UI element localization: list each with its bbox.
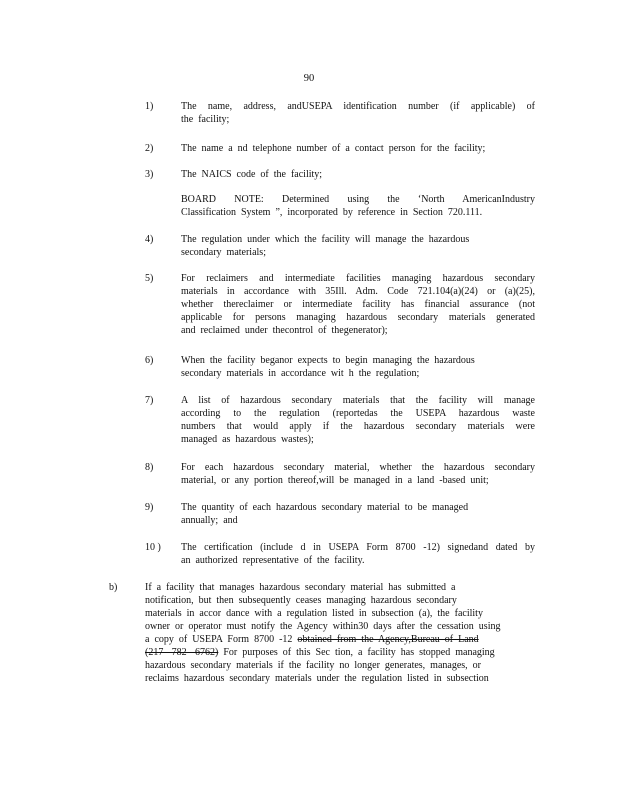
text-line: A list of hazardous secondary materials that the facility will manage [181, 395, 535, 406]
text-line: notification, but then subsequently ceases managing hazardous secondary [145, 595, 457, 606]
struck-text: (217 -782 -6762) [145, 647, 219, 658]
item-text-3 [181, 168, 535, 181]
text-segment: a copy of USEPA Form 8700 -12 [145, 634, 298, 645]
text-line: The NAICS code of the facility; [181, 169, 323, 180]
text-line: applicable for persons managing hazardous secondary materials generated [181, 312, 535, 323]
item-number-9: 9) [145, 502, 154, 513]
text-line: secondary materials; [181, 247, 266, 258]
text-line: annually; and [181, 515, 238, 526]
item-number-5: 5) [145, 273, 154, 284]
text-line: materials in accor dance with a regulation listed in subsection (a), the facility [145, 608, 483, 619]
item-number-3: 3) [145, 169, 154, 180]
subsection-letter-b: b) [109, 582, 118, 593]
item-text-4 [181, 233, 535, 259]
text-line: secondary materials in accordance wit h the regulation; [181, 368, 420, 379]
struck-text: obtained from the Agency,Bureau of Land [297, 634, 479, 645]
item-text-8 [181, 461, 535, 487]
item-text-7 [181, 394, 535, 446]
text-line [145, 646, 535, 659]
text-line: numbers that would apply if the hazardous secondary materials were [181, 421, 535, 432]
text-line: an authorized representative of the facility. [181, 555, 365, 566]
item-number-6: 6) [145, 355, 154, 366]
text-line: the facility; [181, 114, 230, 125]
text-line: The regulation under which the facility will manage the hazardous [181, 234, 470, 245]
text-line: The quantity of each hazardous secondary material to be managed [181, 502, 469, 513]
item-number-2: 2) [145, 143, 154, 154]
text-line: reclaims hazardous secondary materials under the regulation listed in subsection [145, 673, 489, 684]
item-text-5 [181, 272, 535, 337]
text-line: and reclaimed under thecontrol of thegenerator); [181, 325, 388, 336]
item-text-6 [181, 354, 535, 380]
text-line: materials in accordance with 35Ill. Adm. Code 721.104(a)(24) or (a)(25), [181, 286, 535, 297]
item-number-8: 8) [145, 462, 154, 473]
text-line: owner or operator must notify the Agency within30 days after the cessation using [145, 621, 501, 632]
text-line: managed as hazardous wastes); [181, 434, 314, 445]
subsection-b-text [145, 581, 535, 685]
text-line: The name a nd telephone number of a contact person for the facility; [181, 143, 486, 154]
text-line: according to the regulation (reportedas the USEPA hazardous waste [181, 408, 535, 419]
page-number: 90 [303, 73, 315, 84]
board-note [181, 193, 535, 219]
item-number-7: 7) [145, 395, 154, 406]
item-text-9 [181, 501, 535, 527]
text-line: When the facility beganor expects to begin managing the hazardous [181, 355, 475, 366]
text-line: material, or any portion thereof,will be managed in a land -based unit; [181, 475, 489, 486]
item-text-2 [181, 142, 535, 155]
text-segment: For purposes of this Sec tion, a facility has stopped managing [218, 647, 495, 658]
text-line: The certification (include d in USEPA Form 8700 -12) signedand dated by [181, 542, 535, 553]
item-number-4: 4) [145, 234, 154, 245]
item-number-1: 1) [145, 101, 154, 112]
text-line: hazardous secondary materials if the facility no longer generates, manages, or [145, 660, 481, 671]
item-number-10: 10 ) [145, 542, 161, 553]
text-line: If a facility that manages hazardous secondary material has submitted a [145, 582, 456, 593]
text-line: For each hazardous secondary material, whether the hazardous secondary [181, 462, 535, 473]
text-line: BOARD NOTE: Determined using the ‘North AmericanIndustry [181, 194, 535, 205]
item-text-1 [181, 100, 535, 126]
text-line [145, 633, 535, 646]
text-line: The name, address, andUSEPA identification number (if applicable) of [181, 101, 535, 112]
text-line: whether thereclaimer or intermediate facility has financial assurance (not [181, 299, 535, 310]
text-line: For reclaimers and intermediate facilities managing hazardous secondary [181, 273, 535, 284]
item-text-10 [181, 541, 535, 567]
text-line: Classification System ”, incorporated by reference in Section 720.111. [181, 207, 483, 218]
